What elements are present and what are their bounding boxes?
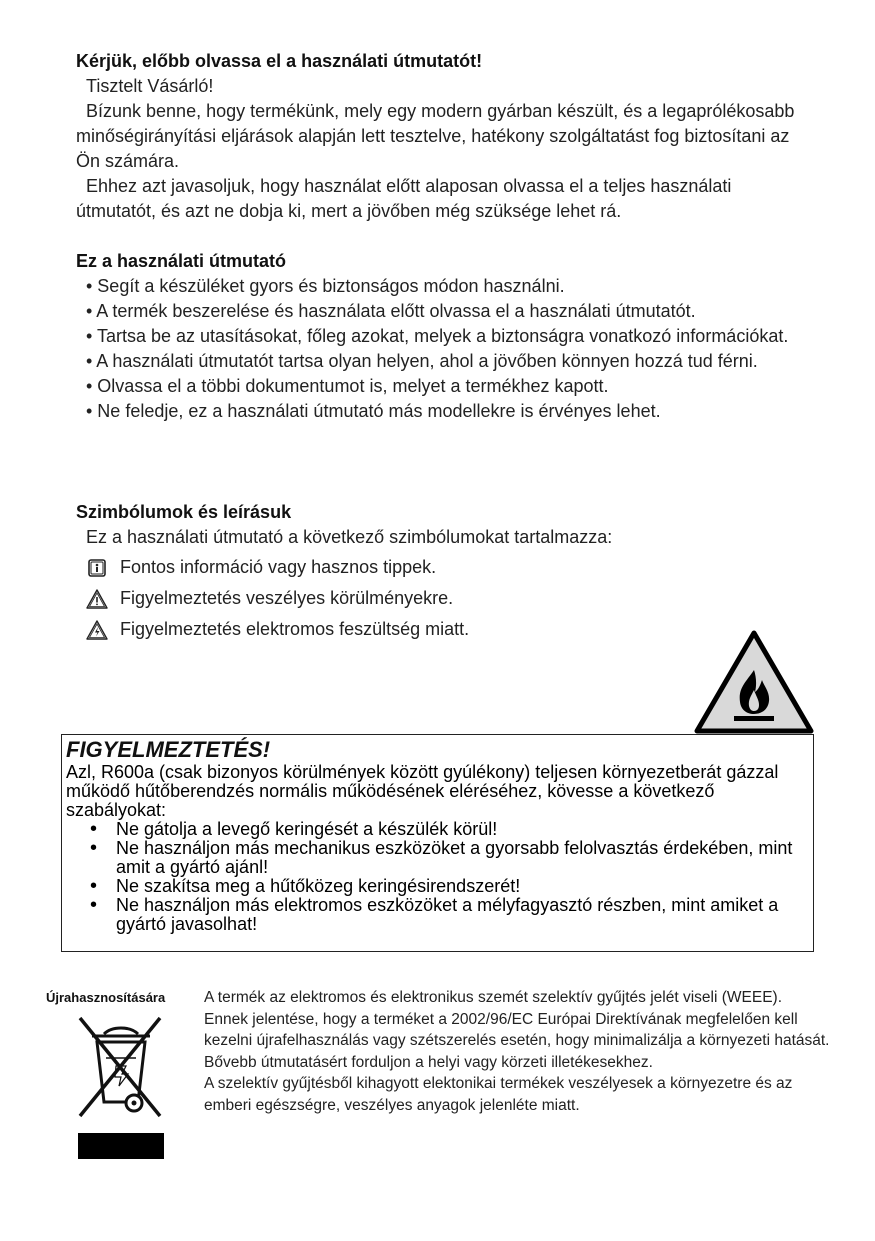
symbols-heading: Szimbólumok és leírásuk	[76, 502, 292, 522]
warning-rule: • Ne használjon más elektromos eszközöket a mélyfagyasztó részben, mint amiket a gyártó javasolhat!	[66, 896, 809, 934]
warning-rules-list	[66, 820, 809, 934]
weee-black-bar	[78, 1133, 164, 1159]
guide-bullet: • A termék beszerelése és használata előtt olvassa el a használati útmutatót.	[86, 301, 696, 321]
warning-triangle-icon	[86, 619, 108, 641]
warning-rule: • Ne gátolja a levegő keringését a készülék körül!	[66, 820, 809, 839]
guide-bullet: • A használati útmutatót tartsa olyan helyen, ahol a jövőben könnyen hozzá tud férni.	[86, 351, 758, 371]
guide-bullet: • Tartsa be az utasításokat, főleg azokat, melyek a biztonságra vonatkozó információkat.	[86, 326, 789, 346]
intro-heading: Kérjük, előbb olvassa el a használati útmutatót!	[76, 51, 483, 71]
greeting: Tisztelt Vásárló!	[86, 76, 214, 96]
symbol-text-warning: Figyelmeztetés veszélyes körülményekre.	[120, 588, 454, 608]
recycling-paragraph-2: Ennek jelentése, hogy a terméket a 2002/96/EC Európai Direktívának megfelelően kell kezelni újrafelhasználás vagy szétszerelés esetén, hogy minimalizálja a környezeti hatását. Bővebb útmutatásért forduljon a helyi vagy körzeti illetékesekhez.	[204, 1010, 830, 1071]
warning-rule: • Ne használjon más mechanikus eszközöket a gyorsabb felolvasztás érdekében, mint amit a gyártó ajánl!	[66, 839, 809, 877]
guide-bullet: • Ne feledje, ez a használati útmutató más modellekre is érvényes lehet.	[86, 401, 661, 421]
warning-rule: • Ne szakítsa meg a hűtőközeg keringésirendszerét!	[66, 877, 809, 896]
info-icon	[86, 557, 108, 579]
intro-section	[76, 49, 816, 224]
guide-bullet: • Segít a készüléket gyors és biztonságos módon használni.	[86, 276, 565, 296]
warning-triangle-icon	[86, 588, 108, 610]
warning-box	[61, 734, 814, 952]
weee-crossed-bin-icon	[76, 1014, 166, 1122]
intro-paragraph-1: Bízunk benne, hogy termékünk, mely egy modern gyárban készült, és a legaprólékosabb minőségirányítási eljárások alapján lett tesztelve, hatékony szolgáltatást fog biztosítani az Ön számára.	[76, 101, 795, 171]
recycling-paragraph-1: A termék az elektromos és elektronikus szemét szelektív gyűjtés jelét viseli (WEEE).	[204, 989, 783, 1006]
symbol-row-warning	[86, 583, 816, 614]
warning-text: Azl, R600a (csak bizonyos körülmények között gyúlékony) teljesen környezetberát gázzal működő hűtőberendzés normális működésének eléréséhez, kövesse a következő szabályokat:	[66, 762, 779, 820]
recycling-label: Újrahasznosítására	[46, 990, 166, 1005]
symbol-row-info	[86, 552, 816, 583]
flammable-warning-icon	[694, 630, 814, 734]
recycling-text	[204, 987, 844, 1116]
symbols-intro: Ez a használati útmutató a következő szimbólumokat tartalmazza:	[86, 527, 613, 547]
symbol-text-info: Fontos információ vagy hasznos tippek.	[120, 557, 437, 577]
recycling-paragraph-3: A szelektív gyűjtésből kihagyott elektonikai termékek veszélyesek a környezetre és az emberi egészségre, veszélyes anyagok jelenléte miatt.	[204, 1075, 793, 1114]
symbols-section	[76, 500, 816, 645]
warning-title: FIGYELMEZTETÉS!	[66, 737, 271, 762]
guide-section	[76, 249, 816, 424]
guide-heading: Ez a használati útmutató	[76, 251, 287, 271]
intro-paragraph-2: Ehhez azt javasoljuk, hogy használat előtt alaposan olvassa el a teljes használati útmutatót, és azt ne dobja ki, mert a jövőben még szüksége lehet rá.	[76, 176, 732, 221]
guide-bullet: • Olvassa el a többi dokumentumot is, melyet a termékhez kapott.	[86, 376, 609, 396]
symbol-text-electric: Figyelmeztetés elektromos feszültség miatt.	[120, 619, 470, 639]
